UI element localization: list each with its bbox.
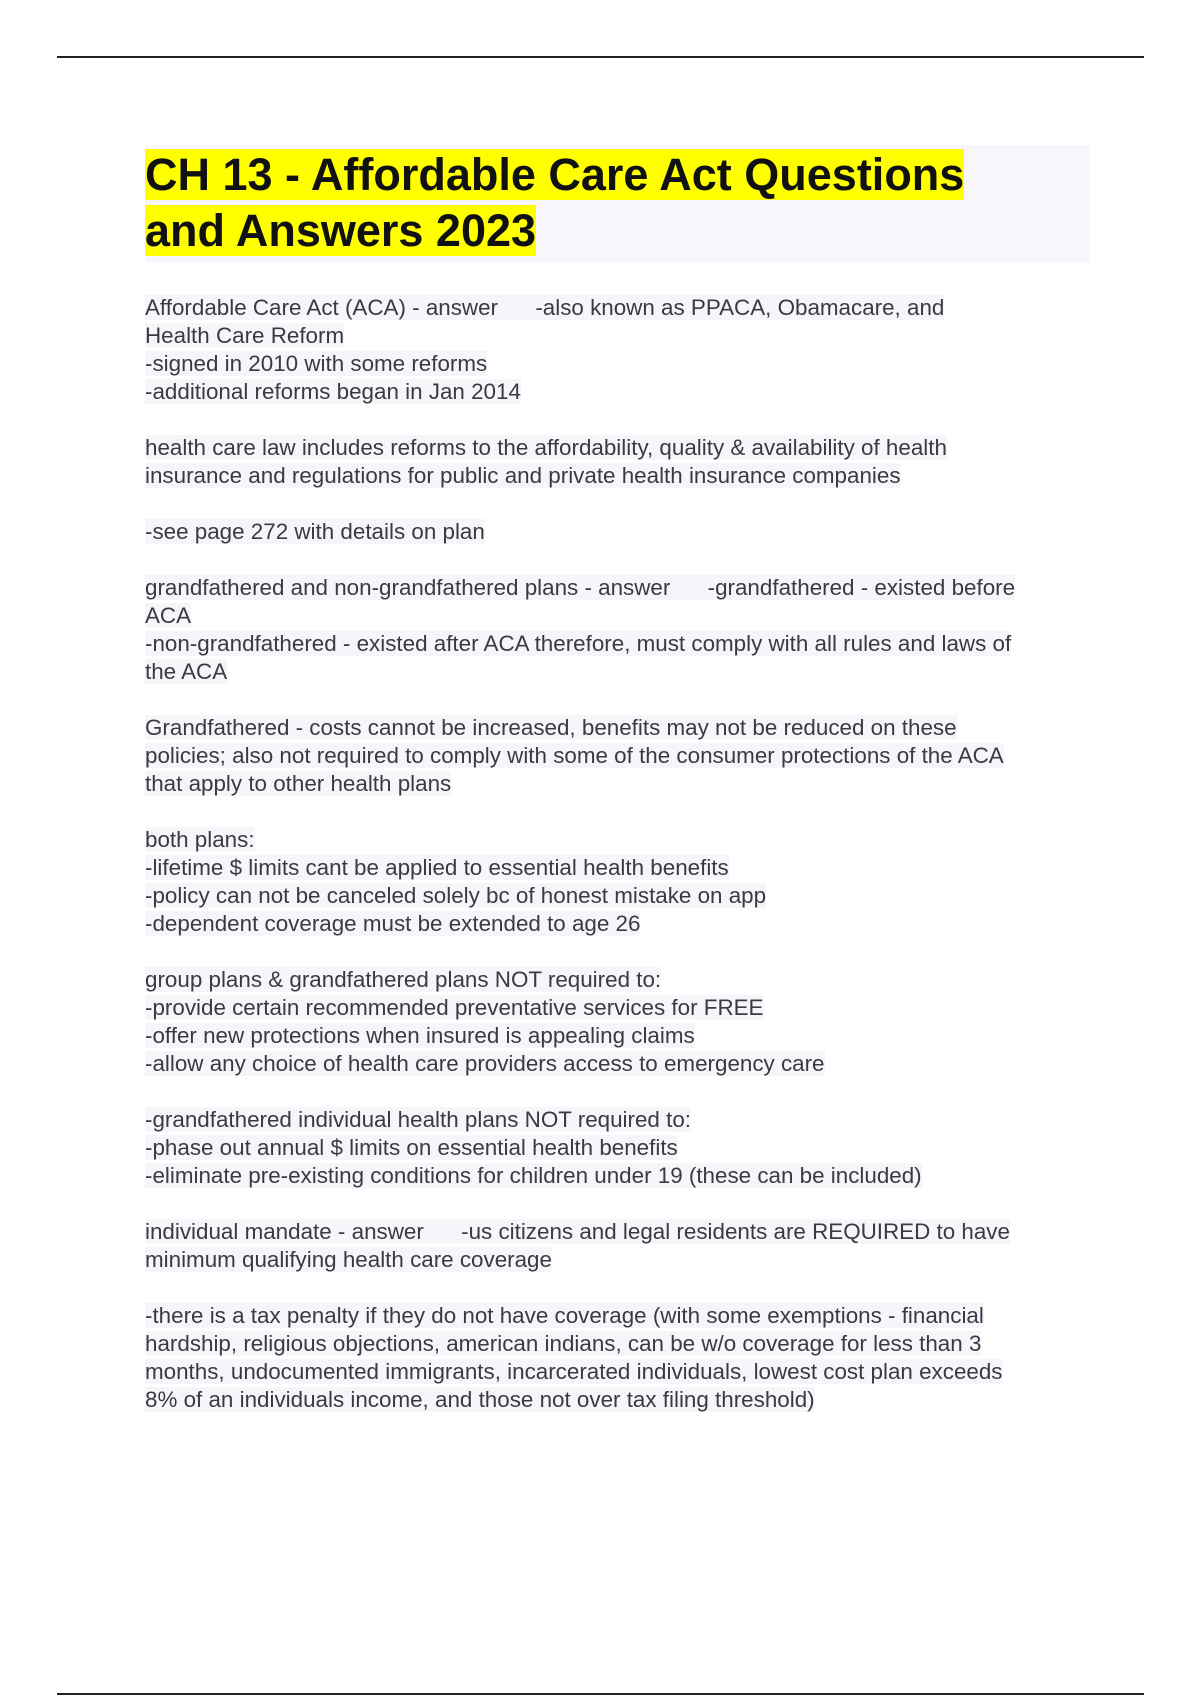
text-line <box>145 1246 1090 1274</box>
text-line-content: -additional reforms began in Jan 2014 <box>145 379 521 404</box>
text-line-content: both plans: <box>145 827 255 852</box>
text-line-content: health care law includes reforms to the affordability, quality & availability of health <box>145 435 947 460</box>
text-line-content: Affordable Care Act (ACA) - answer -also known as PPACA, Obamacare, and <box>145 295 945 320</box>
text-line <box>145 994 1090 1022</box>
text-line <box>145 1134 1090 1162</box>
text-line <box>145 322 1090 350</box>
text-line <box>145 1358 1090 1386</box>
text-line-content: insurance and regulations for public and private health insurance companies <box>145 463 901 488</box>
text-line-content: -non-grandfathered - existed after ACA therefore, must comply with all rules and laws of <box>145 631 1012 656</box>
paragraph <box>145 826 1090 938</box>
paragraph <box>145 294 1090 406</box>
text-line-content: -eliminate pre-existing conditions for children under 19 (these can be included) <box>145 1163 922 1188</box>
text-line-content: group plans & grandfathered plans NOT required to: <box>145 967 662 992</box>
paragraph <box>145 1218 1090 1274</box>
title-block <box>145 145 1090 262</box>
text-line <box>145 1162 1090 1190</box>
text-line <box>145 770 1090 798</box>
text-line-content: policies; also not required to comply with some of the consumer protections of the ACA <box>145 743 1004 768</box>
text-line-content: that apply to other health plans <box>145 771 452 796</box>
title-line-1: CH 13 - Affordable Care Act Questions <box>145 149 965 200</box>
text-line <box>145 1386 1090 1414</box>
text-line <box>145 1050 1090 1078</box>
paragraph <box>145 574 1090 686</box>
text-line-content: Grandfathered - costs cannot be increased, benefits may not be reduced on these <box>145 715 957 740</box>
text-line <box>145 742 1090 770</box>
text-line <box>145 854 1090 882</box>
top-rule <box>57 56 1144 58</box>
text-line-content: -allow any choice of health care providers access to emergency care <box>145 1051 825 1076</box>
text-line <box>145 658 1090 686</box>
text-line-content: the ACA <box>145 659 228 684</box>
text-line-content: -signed in 2010 with some reforms <box>145 351 488 376</box>
text-line-content: -provide certain recommended preventative services for FREE <box>145 995 764 1020</box>
text-line <box>145 294 1090 322</box>
text-line <box>145 1022 1090 1050</box>
text-line <box>145 1302 1090 1330</box>
document-body <box>145 294 1090 1414</box>
text-line-content: -see page 272 with details on plan <box>145 519 485 544</box>
text-line <box>145 1218 1090 1246</box>
paragraph <box>145 1106 1090 1190</box>
text-line <box>145 826 1090 854</box>
text-line <box>145 350 1090 378</box>
text-line <box>145 630 1090 658</box>
text-line <box>145 518 1090 546</box>
paragraph <box>145 518 1090 546</box>
text-line-content: -phase out annual $ limits on essential health benefits <box>145 1135 678 1160</box>
text-line <box>145 714 1090 742</box>
text-line <box>145 462 1090 490</box>
text-line-content: -dependent coverage must be extended to age 26 <box>145 911 641 936</box>
text-line <box>145 574 1090 602</box>
text-line <box>145 882 1090 910</box>
paragraph <box>145 434 1090 490</box>
text-line <box>145 434 1090 462</box>
text-line-content: minimum qualifying health care coverage <box>145 1247 552 1272</box>
document-content <box>145 145 1090 1442</box>
text-line-content: hardship, religious objections, american indians, can be w/o coverage for less than 3 <box>145 1331 982 1356</box>
text-line-content: -there is a tax penalty if they do not have coverage (with some exemptions - financial <box>145 1303 984 1328</box>
text-line-content: -policy can not be canceled solely bc of honest mistake on app <box>145 883 767 908</box>
text-line-content: ACA <box>145 603 192 628</box>
paragraph <box>145 966 1090 1078</box>
text-line <box>145 378 1090 406</box>
text-line-content: -offer new protections when insured is appealing claims <box>145 1023 695 1048</box>
text-line <box>145 1106 1090 1134</box>
page-title <box>145 147 1090 259</box>
paragraph <box>145 1302 1090 1414</box>
text-line-content: individual mandate - answer -us citizens and legal residents are REQUIRED to have <box>145 1219 1010 1244</box>
text-line <box>145 966 1090 994</box>
text-line <box>145 602 1090 630</box>
text-line-content: grandfathered and non-grandfathered plans - answer -grandfathered - existed before <box>145 575 1016 600</box>
text-line-content: -lifetime $ limits cant be applied to essential health benefits <box>145 855 729 880</box>
title-line-2: and Answers 2023 <box>145 205 537 256</box>
text-line-content: months, undocumented immigrants, incarcerated individuals, lowest cost plan exceeds <box>145 1359 1003 1384</box>
bottom-rule <box>57 1693 1144 1695</box>
text-line-content: Health Care Reform <box>145 323 345 348</box>
text-line-content: -grandfathered individual health plans NOT required to: <box>145 1107 692 1132</box>
text-line <box>145 1330 1090 1358</box>
paragraph <box>145 714 1090 798</box>
text-line-content: 8% of an individuals income, and those not over tax filing threshold) <box>145 1387 815 1412</box>
text-line <box>145 910 1090 938</box>
